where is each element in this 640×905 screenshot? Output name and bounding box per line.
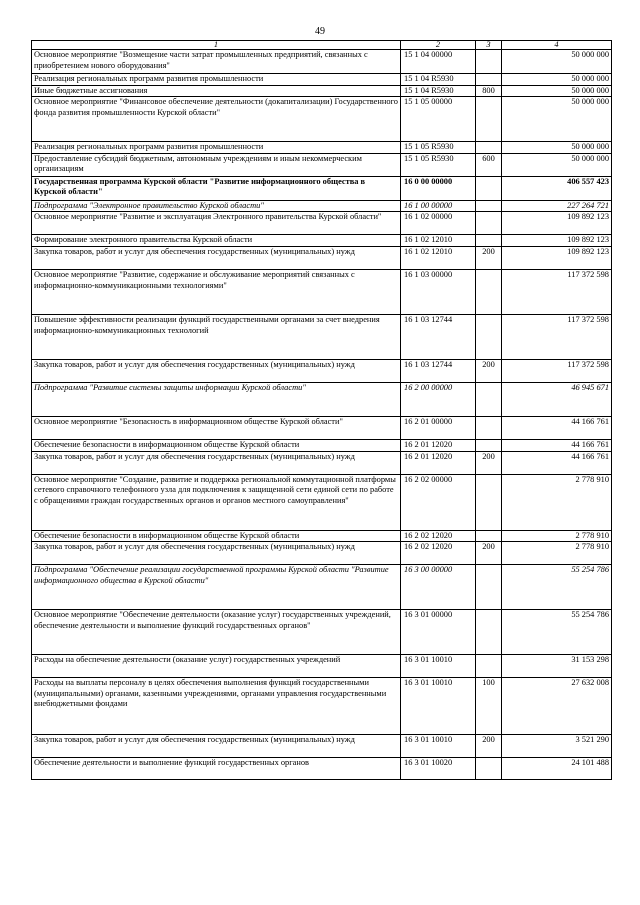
row-name-cell: Обеспечение безопасности в информационном обществе Курской области <box>32 439 401 451</box>
row-amount-cell: 117 372 598 <box>502 269 612 314</box>
row-code-cell: 15 1 05 00000 <box>401 97 476 142</box>
row-name-cell: Основное мероприятие "Безопасность в информационном обществе Курской области" <box>32 416 401 439</box>
row-amount-cell: 55 254 786 <box>502 610 612 655</box>
row-name-cell: Подпрограмма "Электронное правительство Курской области" <box>32 200 401 212</box>
row-expense-type-cell: 200 <box>476 246 502 269</box>
row-amount-cell: 24 101 488 <box>502 758 612 780</box>
row-code-cell: 16 2 00 00000 <box>401 382 476 416</box>
row-name-cell: Подпрограмма "Обеспечение реализации государственной программы Курской области "Развитие информационного общества в Курской области" <box>32 565 401 610</box>
table-row <box>32 735 612 758</box>
row-expense-type-cell: 200 <box>476 359 502 382</box>
row-code-cell: 16 1 02 00000 <box>401 212 476 235</box>
row-expense-type-cell: 200 <box>476 542 502 565</box>
column-header-code: 2 <box>401 41 476 50</box>
row-name-cell: Иные бюджетные ассигнования <box>32 85 401 97</box>
row-name-cell: Государственная программа Курской области "Развитие информационного общества в Курской области" <box>32 176 401 200</box>
table-row <box>32 74 612 86</box>
row-expense-type-cell: 200 <box>476 451 502 474</box>
row-name-cell: Формирование электронного правительства Курской области <box>32 235 401 247</box>
row-expense-type-cell <box>476 530 502 542</box>
table-row <box>32 678 612 735</box>
table-row <box>32 235 612 247</box>
row-code-cell: 16 3 01 00000 <box>401 610 476 655</box>
row-expense-type-cell <box>476 97 502 142</box>
row-code-cell: 16 3 01 10010 <box>401 655 476 678</box>
row-expense-type-cell <box>476 565 502 610</box>
table-row <box>32 246 612 269</box>
table-row <box>32 610 612 655</box>
row-amount-cell: 109 892 123 <box>502 212 612 235</box>
row-code-cell: 16 1 00 00000 <box>401 200 476 212</box>
row-code-cell: 16 2 01 12020 <box>401 439 476 451</box>
row-code-cell: 15 1 04 R5930 <box>401 74 476 86</box>
table-row <box>32 314 612 359</box>
row-name-cell: Расходы на выплаты персоналу в целях обеспечения выполнения функций государственными (муниципальными) органами, казенными учреждениями, органами управления государственными внебюджетными фондами <box>32 678 401 735</box>
table-row <box>32 542 612 565</box>
row-name-cell: Предоставление субсидий бюджетным, автономным учреждениям и иным некоммерческим организациям <box>32 153 401 176</box>
table-row <box>32 416 612 439</box>
row-amount-cell: 50 000 000 <box>502 153 612 176</box>
row-name-cell: Подпрограмма "Развитие системы защиты информации Курской области" <box>32 382 401 416</box>
row-amount-cell: 406 557 423 <box>502 176 612 200</box>
column-header-name: 1 <box>32 41 401 50</box>
row-name-cell: Реализация региональных программ развития промышленности <box>32 142 401 154</box>
row-code-cell: 15 1 04 00000 <box>401 50 476 74</box>
row-name-cell: Реализация региональных программ развития промышленности <box>32 74 401 86</box>
row-code-cell: 15 1 05 R5930 <box>401 153 476 176</box>
row-name-cell: Закупка товаров, работ и услуг для обеспечения государственных (муниципальных) нужд <box>32 451 401 474</box>
row-code-cell: 16 3 01 10020 <box>401 758 476 780</box>
table-row <box>32 85 612 97</box>
row-expense-type-cell <box>476 439 502 451</box>
row-amount-cell: 55 254 786 <box>502 565 612 610</box>
row-amount-cell: 50 000 000 <box>502 97 612 142</box>
row-code-cell: 16 2 02 12020 <box>401 530 476 542</box>
budget-table <box>31 40 612 780</box>
row-amount-cell: 44 166 761 <box>502 451 612 474</box>
row-code-cell: 15 1 05 R5930 <box>401 142 476 154</box>
row-name-cell: Обеспечение деятельности и выполнение функций государственных органов <box>32 758 401 780</box>
row-expense-type-cell <box>476 212 502 235</box>
row-amount-cell: 109 892 123 <box>502 246 612 269</box>
row-name-cell: Основное мероприятие "Возмещение части затрат промышленных предприятий, связанных с приобретением нового оборудования" <box>32 50 401 74</box>
row-amount-cell: 46 945 671 <box>502 382 612 416</box>
row-amount-cell: 31 153 298 <box>502 655 612 678</box>
row-code-cell: 16 1 02 12010 <box>401 246 476 269</box>
row-code-cell: 15 1 04 R5930 <box>401 85 476 97</box>
table-row <box>32 382 612 416</box>
table-row <box>32 655 612 678</box>
row-expense-type-cell <box>476 200 502 212</box>
row-code-cell: 16 0 00 00000 <box>401 176 476 200</box>
row-code-cell: 16 2 01 00000 <box>401 416 476 439</box>
row-amount-cell: 2 778 910 <box>502 530 612 542</box>
table-row <box>32 474 612 530</box>
row-expense-type-cell <box>476 269 502 314</box>
row-expense-type-cell <box>476 655 502 678</box>
row-amount-cell: 50 000 000 <box>502 142 612 154</box>
row-name-cell: Основное мероприятие "Развитие, содержание и обслуживание мероприятий связанных с информационно-коммуникационными технологиями" <box>32 269 401 314</box>
row-amount-cell: 117 372 598 <box>502 359 612 382</box>
row-amount-cell: 27 632 008 <box>502 678 612 735</box>
row-expense-type-cell <box>476 758 502 780</box>
column-header-amount: 4 <box>502 41 612 50</box>
table-row <box>32 439 612 451</box>
row-amount-cell: 2 778 910 <box>502 474 612 530</box>
row-amount-cell: 50 000 000 <box>502 74 612 86</box>
row-code-cell: 16 1 02 12010 <box>401 235 476 247</box>
table-row <box>32 50 612 74</box>
row-code-cell: 16 2 02 12020 <box>401 542 476 565</box>
column-header-type: 3 <box>476 41 502 50</box>
row-name-cell: Закупка товаров, работ и услуг для обеспечения государственных (муниципальных) нужд <box>32 542 401 565</box>
row-code-cell: 16 1 03 00000 <box>401 269 476 314</box>
row-name-cell: Основное мероприятие "Создание, развитие и поддержка региональной коммутационной платформы сетевого справочного телефонного узла для подключения к защищенной сети единой сети по работе с обращениями граждан государственных органов и органов местного самоуправления" <box>32 474 401 530</box>
row-expense-type-cell <box>476 74 502 86</box>
row-amount-cell: 227 264 721 <box>502 200 612 212</box>
row-amount-cell: 117 372 598 <box>502 314 612 359</box>
table-row <box>32 269 612 314</box>
table-row <box>32 200 612 212</box>
column-number-row <box>32 41 612 50</box>
row-name-cell: Закупка товаров, работ и услуг для обеспечения государственных (муниципальных) нужд <box>32 359 401 382</box>
row-expense-type-cell: 800 <box>476 85 502 97</box>
row-name-cell: Основное мероприятие "Финансовое обеспечение деятельности (докапитализации) Государственного фонда развития промышленности Курской области" <box>32 97 401 142</box>
row-name-cell: Расходы на обеспечение деятельности (оказание услуг) государственных учреждений <box>32 655 401 678</box>
row-amount-cell: 50 000 000 <box>502 85 612 97</box>
row-expense-type-cell: 200 <box>476 735 502 758</box>
row-expense-type-cell: 100 <box>476 678 502 735</box>
table-row <box>32 758 612 780</box>
row-expense-type-cell <box>476 235 502 247</box>
row-expense-type-cell <box>476 314 502 359</box>
row-amount-cell: 44 166 761 <box>502 439 612 451</box>
row-name-cell: Основное мероприятие "Развитие и эксплуатация Электронного правительства Курской области" <box>32 212 401 235</box>
row-code-cell: 16 3 01 10010 <box>401 678 476 735</box>
table-row <box>32 153 612 176</box>
row-amount-cell: 2 778 910 <box>502 542 612 565</box>
page-number: 49 <box>315 26 325 37</box>
row-code-cell: 16 3 01 10010 <box>401 735 476 758</box>
row-expense-type-cell <box>476 474 502 530</box>
row-expense-type-cell: 600 <box>476 153 502 176</box>
row-name-cell: Обеспечение безопасности в информационном обществе Курской области <box>32 530 401 542</box>
row-name-cell: Закупка товаров, работ и услуг для обеспечения государственных (муниципальных) нужд <box>32 246 401 269</box>
row-expense-type-cell <box>476 610 502 655</box>
row-expense-type-cell <box>476 176 502 200</box>
row-amount-cell: 44 166 761 <box>502 416 612 439</box>
row-amount-cell: 50 000 000 <box>502 50 612 74</box>
row-code-cell: 16 1 03 12744 <box>401 359 476 382</box>
row-expense-type-cell <box>476 382 502 416</box>
table-row <box>32 176 612 200</box>
table-row <box>32 212 612 235</box>
table-row <box>32 359 612 382</box>
row-amount-cell: 3 521 290 <box>502 735 612 758</box>
row-name-cell: Закупка товаров, работ и услуг для обеспечения государственных (муниципальных) нужд <box>32 735 401 758</box>
row-name-cell: Основное мероприятие "Обеспечение деятельности (оказание услуг) государственных учреждений, обеспечение деятельности и выполнение функций государственных органов" <box>32 610 401 655</box>
row-code-cell: 16 2 01 12020 <box>401 451 476 474</box>
table-row <box>32 530 612 542</box>
row-expense-type-cell <box>476 50 502 74</box>
row-name-cell: Повышение эффективности реализации функций государственными органами за счет внедрения информационно-коммуникационных технологий <box>32 314 401 359</box>
row-expense-type-cell <box>476 416 502 439</box>
table-row <box>32 142 612 154</box>
table-row <box>32 97 612 142</box>
row-code-cell: 16 1 03 12744 <box>401 314 476 359</box>
row-code-cell: 16 2 02 00000 <box>401 474 476 530</box>
row-expense-type-cell <box>476 142 502 154</box>
row-amount-cell: 109 892 123 <box>502 235 612 247</box>
table-row <box>32 565 612 610</box>
table-row <box>32 451 612 474</box>
row-code-cell: 16 3 00 00000 <box>401 565 476 610</box>
